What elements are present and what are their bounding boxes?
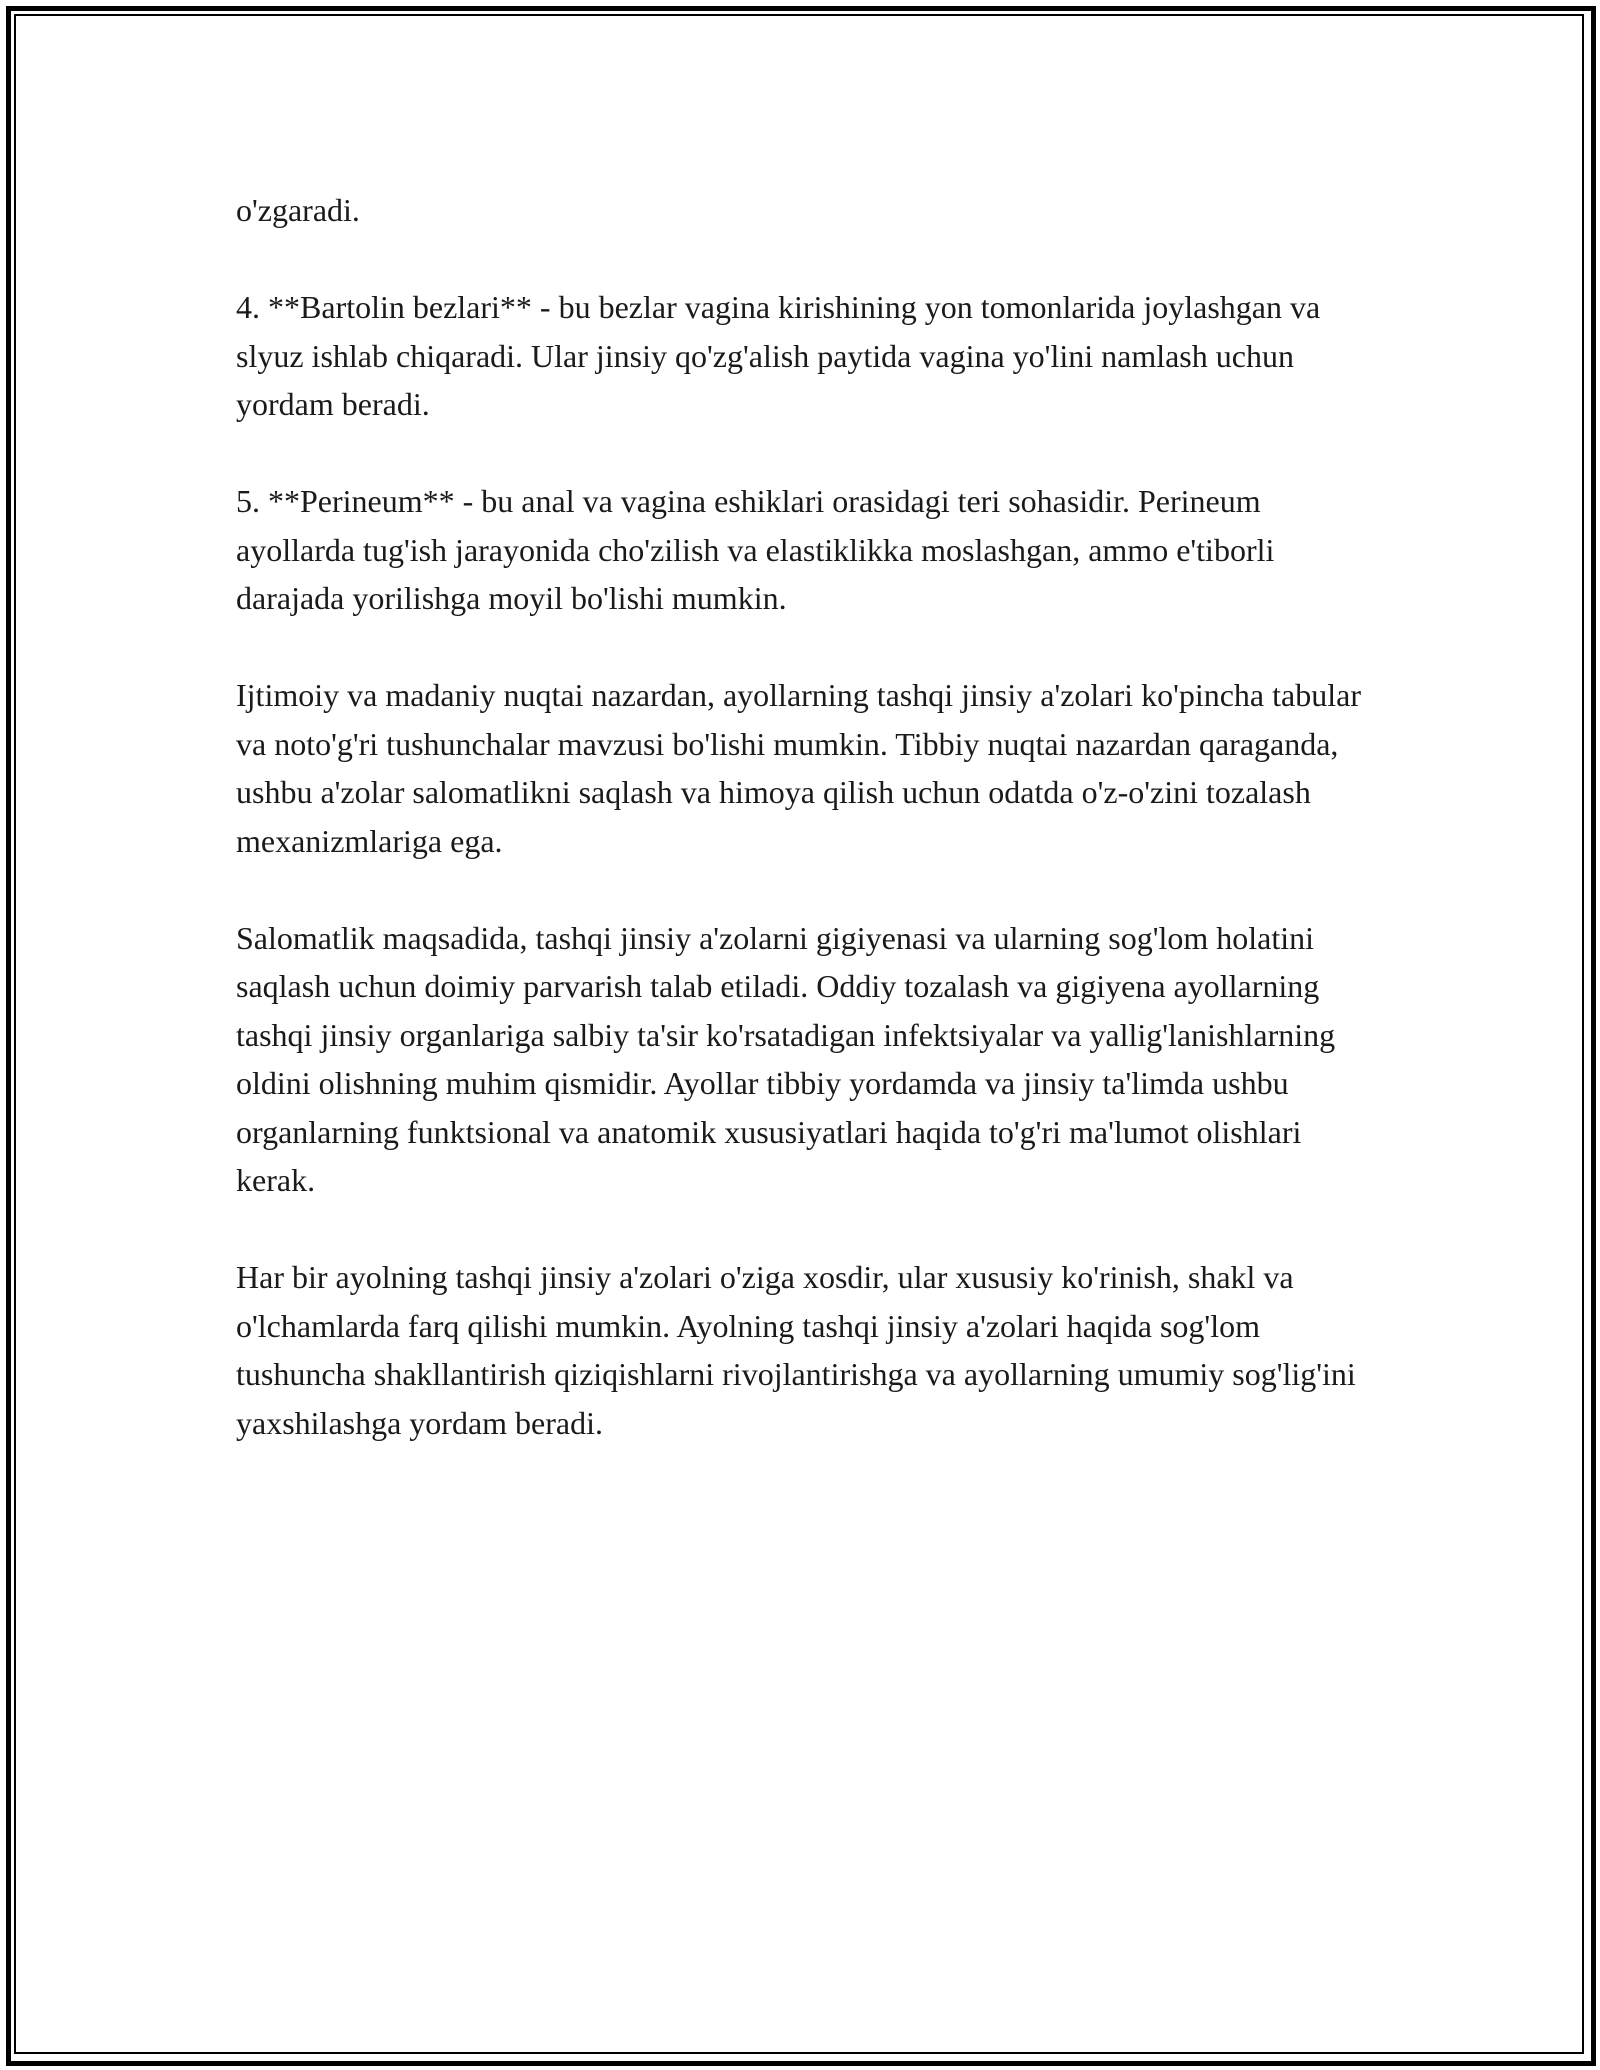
- paragraph: 5. **Perineum** - bu anal va vagina eshiklari orasidagi teri sohasidir. Perineum ayollarda tug'ish jarayonida cho'zilish va elastiklikka moslashgan, ammo e'tiborli darajada yorilishga moyil bo'lishi mumkin.: [236, 483, 1275, 616]
- paragraph: Har bir ayolning tashqi jinsiy a'zolari o'ziga xosdir, ular xususiy ko'rinish, shakl va o'lchamlarda farq qilishi mumkin. Ayolning tashqi jinsiy a'zolari haqida sog'lom tushuncha shakllantirish qiziqishlarni rivojlantirishga va ayollarning umumiy sog'lig'ini yaxshilashga yordam beradi.: [236, 1259, 1356, 1441]
- paragraph: o'zgaradi.: [236, 192, 360, 228]
- paragraph: Salomatlik maqsadida, tashqi jinsiy a'zolarni gigiyenasi va ularning sog'lom holatini saqlash uchun doimiy parvarish talab etiladi. Oddiy tozalash va gigiyena ayollarning tashqi jinsiy organlariga salbiy ta'sir ko'rsatadigan infektsiyalar va yallig'lanishlarning oldini olishning muhim qismidir. Ayollar tibbiy yordamda va jinsiy ta'limda ushbu organlarning funktsional va anatomik xususiyatlari haqida to'g'ri ma'lumot olishlari kerak.: [236, 919, 1336, 1198]
- document-body: [236, 186, 1376, 1496]
- paragraph: 4. **Bartolin bezlari** - bu bezlar vagina kirishining yon tomonlarida joylashgan va slyuz ishlab chiqaradi. Ular jinsiy qo'zg'alish paytida vagina yo'lini namlash uchun yordam beradi.: [236, 289, 1321, 422]
- paragraph: Ijtimoiy va madaniy nuqtai nazardan, ayollarning tashqi jinsiy a'zolari ko'pincha tabular va noto'g'ri tushunchalar mavzusi bo'lishi mumkin. Tibbiy nuqtai nazardan qaraganda, ushbu a'zolar salomatlikni saqlash va himoya qilish uchun odatda o'z-o'zini tozalash mexanizmlariga ega.: [236, 677, 1361, 859]
